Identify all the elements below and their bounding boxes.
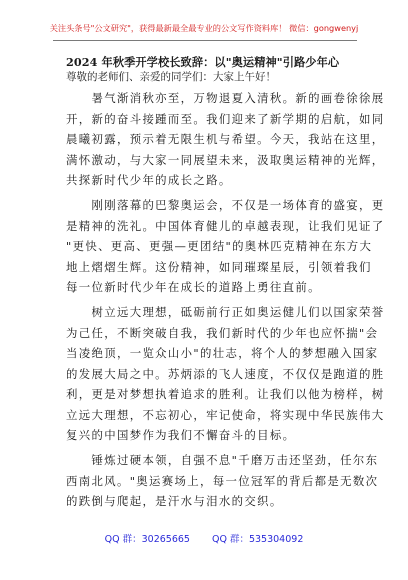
paragraph-line: 的跌倒与爬起，是汗水与泪水的交织。 — [66, 494, 283, 508]
paragraph-line: 树立远大理想，砥砺前行正如奥运健儿们以国家荣誉 — [66, 305, 385, 319]
paragraph-line: 的发展大局之中。苏炳添的飞人速度，不仅仅是跑道的胜 — [66, 366, 385, 381]
paragraph-line: 共探新时代少年的成长之路。 — [66, 173, 232, 187]
header-notice: 关注头条号"公文研究"，获得最新最全最专业的公文写作资料库！ 微信：gongwenyj — [49, 23, 359, 33]
header-divider — [53, 40, 357, 41]
paragraph-line: "更快、更高、更强—更团结"的奥林匹克精神在东方大 — [66, 239, 373, 253]
document-title: 2024 年秋季开学校长致辞：以"奥运精神"引路少年心 — [66, 55, 340, 69]
paragraph-line: 每一位新时代少年在成长的道路上勇往直前。 — [66, 280, 321, 294]
paragraph-line: 西南北风。"奥运赛场上，每一位冠军的背后都是无数次 — [66, 473, 379, 488]
paragraph-line: 为己任，不断突破自我，我们新时代的少年也应怀揣"会 — [66, 325, 379, 340]
paragraph-line: 开，新的奋斗接踵而至。我们迎来了新学期的启航，如同 — [66, 111, 385, 126]
footer — [0, 531, 408, 545]
paragraph-line: 复兴的中国梦作为我们不懈奋斗的目标。 — [66, 428, 296, 442]
paragraph-line: 暑气渐消秋亦至，万物退夏入清秋。新的画卷徐徐展 — [66, 91, 385, 105]
paragraph-line: 立远大理想，不忘初心，牢记使命，将实现中华民族伟大 — [66, 407, 385, 422]
paragraph-line: 当凌绝顶，一览众山小"的壮志，将个人的梦想融入国家 — [66, 346, 379, 360]
paragraph-line: 晨曦初露，预示着无限生机与希望。今天，我站在这里， — [66, 132, 385, 146]
paragraph-2 — [66, 195, 385, 298]
footer-qq-group-1: QQ 群：30265665 — [104, 534, 190, 545]
paragraph-line: 满怀激动，与大家一同展望未来，汲取奥运精神的光辉， — [66, 152, 385, 167]
greeting: 尊敬的老师们、亲爱的同学们：大家上午好！ — [66, 71, 276, 83]
paragraph-line: 锤炼过硬本领，自强不息"千磨万击还坚劲，任尔东 — [66, 453, 379, 467]
paragraph-4 — [66, 450, 379, 512]
paragraph-line: 是精神的洗礼。中国体育健儿的卓越表现，让我们见证了 — [66, 218, 385, 233]
footer-qq-group-2: QQ 群：535304092 — [211, 534, 304, 545]
paragraph-1 — [66, 88, 385, 191]
paragraph-line: 刚刚落幕的巴黎奥运会，不仅是一场体育的盛宴，更 — [66, 198, 385, 212]
paragraph-3 — [66, 302, 385, 446]
paragraph-line: 地上熠熠生辉。这份精神，如同璀璨星辰，引领着我们 — [66, 259, 372, 274]
paragraph-line: 利，更是对梦想执着追求的胜利。让我们以他为榜样，树 — [66, 387, 385, 401]
